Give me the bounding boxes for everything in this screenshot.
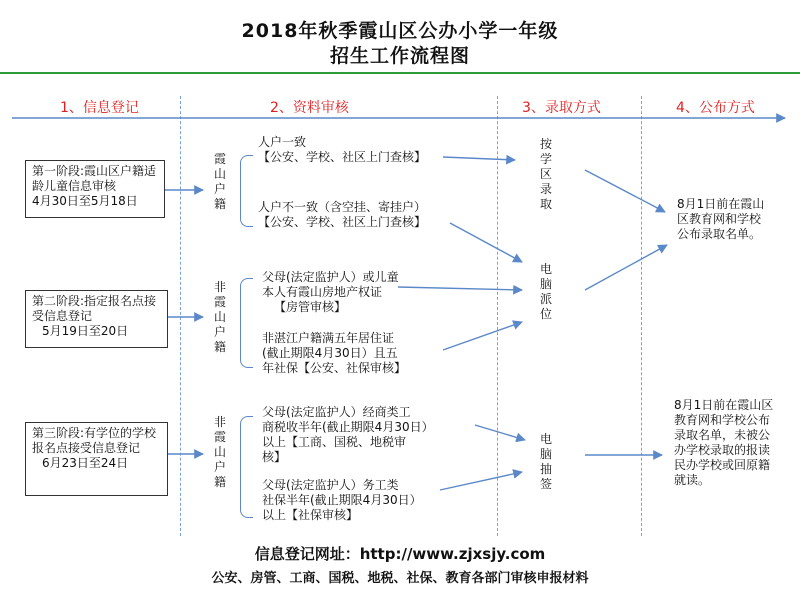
review-item-business: 父母(法定监护人）经商类工 商税收半年(截止期限4月30日） 以上【工商、国税、地税审 核】	[262, 405, 434, 464]
stage-1-box	[25, 160, 165, 218]
arrow-review-to-lottery2	[440, 472, 522, 490]
chart-title-line2: 招生工作流程图	[329, 45, 470, 67]
column-header-publish: 4、公布方式	[676, 100, 755, 116]
admission-computer-allocation: 电脑派位	[539, 262, 552, 321]
stage-2-name: 第二阶段:指定报名点接受信息登记	[32, 294, 157, 323]
column-header-registration: 1、信息登记	[60, 100, 139, 116]
category-nonlocal-hukou-2: 非霞山户籍	[213, 415, 226, 489]
arrow-lottery1-to-publish	[585, 245, 667, 290]
chart-title-line1: 2018年秋季霞山区公办小学一年级	[241, 20, 559, 42]
category-nonlocal-hukou: 非霞山户籍	[213, 280, 226, 354]
admission-computer-lottery: 电脑抽签	[539, 432, 552, 491]
stage-3-box	[25, 422, 168, 496]
review-item-property: 父母(法定监护人）或儿童 本人有霞山房地产权证 【房管审核】	[262, 270, 399, 314]
review-item-consistent: 人户一致 【公安、学校、社区上门查核】	[258, 135, 427, 164]
publish-notice-2: 8月1日前在霞山区教育网和学校公布录取名单，未被公办学校录取的报读民办学校或回原籍就读。	[674, 398, 774, 487]
category-local-hukou: 霞山户籍	[213, 152, 226, 211]
arrow-zone-to-publish	[585, 170, 665, 212]
column-header-review: 2、资料审核	[270, 100, 349, 116]
arrow-review-to-lottery1	[450, 223, 522, 262]
review-item-residence-permit: 非湛江户籍满五年居住证 (截止期限4月30日）且五 年社保【公安、社保审核】	[262, 331, 407, 375]
arrow-review-to-zone	[443, 157, 515, 160]
registration-url: 信息登记网址：http://www.zjxsjy.com	[254, 545, 546, 563]
admission-by-school-zone: 按学区录取	[539, 137, 552, 211]
stage-2-box	[25, 290, 168, 348]
stage-1-dates: 4月30日至5月18日	[32, 194, 138, 208]
group-bracket	[240, 278, 253, 368]
departments-line: 公安、房管、工商、国税、地税、社保、教育各部门审核申报材料	[211, 571, 589, 586]
review-item-inconsistent: 人户不一致（含空挂、寄挂户） 【公安、学校、社区上门查核】	[258, 200, 427, 229]
arrow-review-to-lottery1	[398, 287, 522, 290]
arrow-review-to-lottery1	[443, 322, 522, 350]
stage-3-name: 第三阶段:有学位的学校报名点接受信息登记	[32, 426, 157, 455]
column-header-admission: 3、录取方式	[522, 100, 601, 116]
publish-notice-1: 8月1日前在霞山区教育网和学校公布录取名单。	[677, 197, 765, 241]
arrow-review-to-lottery2	[475, 425, 525, 440]
stage-3-dates: 6月23日至24日	[42, 456, 129, 470]
review-item-employment: 父母(法定监护人）务工类 社保半年(截止期限4月30日） 以上【社保审核】	[262, 478, 422, 522]
group-bracket	[240, 416, 253, 518]
group-bracket	[240, 155, 253, 227]
stage-2-dates: 5月19日至20日	[42, 324, 129, 338]
stage-1-name: 第一阶段:霞山区户籍适龄儿童信息审核	[32, 164, 157, 193]
